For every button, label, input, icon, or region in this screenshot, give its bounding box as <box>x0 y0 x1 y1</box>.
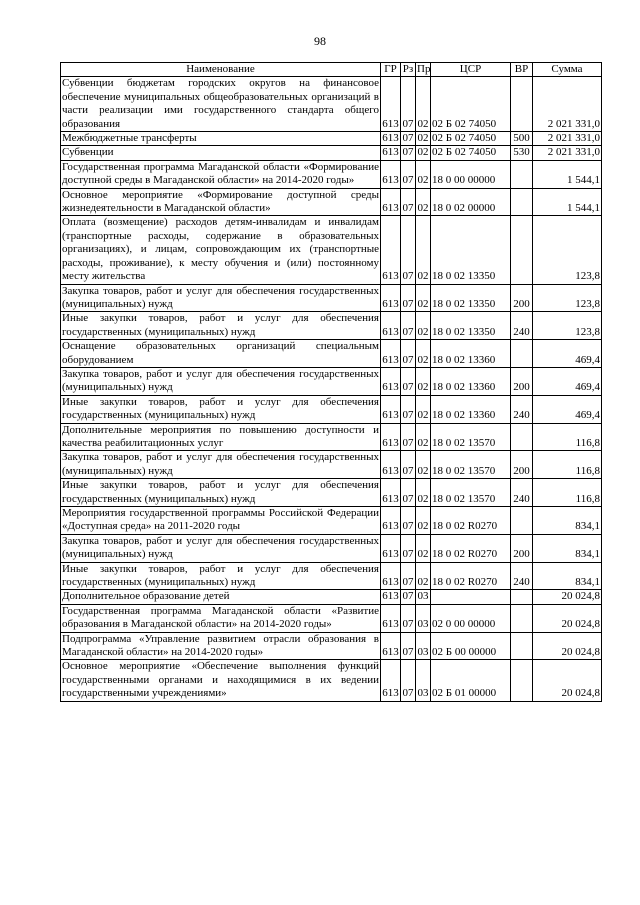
cell-csr: 18 0 02 13360 <box>431 340 511 368</box>
cell-name: Закупка товаров, работ и услуг для обеспечения государственных (муниципальных) нужд <box>62 284 379 310</box>
cell-name: Государственная программа Магаданской области «Развитие образования в Магаданской области» на 2014-2020 годы» <box>62 604 379 631</box>
cell-sum: 123,8 <box>533 284 602 312</box>
cell-name: Подпрограмма «Управление развитием отрасли образования в Магаданской области» на 2014-2020 годы» <box>62 632 379 659</box>
cell-csr: 18 0 02 R0270 <box>431 562 511 590</box>
cell-name: Государственная программа Магаданской области «Формирование доступной среды в Магаданской области» на 2014-2020 годы» <box>62 160 379 187</box>
cell-vr <box>511 632 533 660</box>
cell-gr: 613 <box>381 395 401 423</box>
header-sum: Сумма <box>533 63 602 77</box>
cell-pr: 02 <box>417 132 429 145</box>
table-row <box>61 132 602 146</box>
cell-pr: 03 <box>416 632 431 660</box>
cell-gr: 613 <box>381 188 401 216</box>
cell-gr: 613 <box>381 507 401 535</box>
cell-rz: 07 <box>401 216 416 284</box>
cell-rz: 07 <box>401 604 416 632</box>
cell-sum: 123,8 <box>533 312 602 340</box>
table-row <box>61 188 602 216</box>
cell-rz: 07 <box>401 340 416 368</box>
cell-vr <box>511 340 533 368</box>
cell-sum: 834,1 <box>533 562 602 590</box>
cell-pr: 02 <box>416 216 431 284</box>
cell-name: Иные закупки товаров, работ и услуг для обеспечения государственных (муниципальных) нужд <box>62 479 379 505</box>
cell-gr: 613 <box>381 367 401 395</box>
cell-vr: 530 <box>511 146 533 160</box>
cell-vr <box>511 77 533 132</box>
table-row <box>61 77 602 132</box>
cell-name: Оснащение образовательных организаций специальным оборудованием <box>62 340 379 366</box>
table-row <box>61 604 602 632</box>
header-csr: ЦСР <box>431 63 511 77</box>
cell-rz: 07 <box>402 590 414 603</box>
table-row <box>61 216 602 284</box>
cell-vr <box>511 660 533 701</box>
table-row <box>61 632 602 660</box>
cell-gr: 613 <box>381 534 401 562</box>
cell-name: Иные закупки товаров, работ и услуг для обеспечения государственных (муниципальных) нужд <box>62 312 379 338</box>
cell-vr <box>511 507 533 535</box>
cell-rz: 07 <box>401 423 416 451</box>
cell-sum: 1 544,1 <box>533 188 602 216</box>
cell-csr <box>431 590 511 604</box>
cell-gr: 613 <box>381 451 401 479</box>
table-header-row <box>61 63 602 77</box>
cell-csr: 02 0 00 00000 <box>431 604 511 632</box>
table-row <box>61 395 602 423</box>
cell-vr <box>511 188 533 216</box>
cell-csr: 18 0 02 13360 <box>431 367 511 395</box>
cell-csr: 18 0 00 00000 <box>431 160 511 188</box>
cell-sum: 834,1 <box>533 507 602 535</box>
cell-sum: 469,4 <box>533 367 602 395</box>
cell-sum: 20 024,8 <box>533 632 602 660</box>
table-row <box>61 160 602 188</box>
cell-csr: 18 0 02 R0270 <box>431 507 511 535</box>
cell-pr: 02 <box>416 479 431 507</box>
cell-name: Субвенции <box>61 146 381 160</box>
cell-pr: 03 <box>417 590 429 603</box>
cell-gr: 613 <box>381 312 401 340</box>
table-row <box>61 590 602 604</box>
table-body <box>61 77 602 701</box>
cell-gr: 613 <box>381 632 401 660</box>
cell-pr: 02 <box>416 562 431 590</box>
table-row <box>61 340 602 368</box>
cell-rz: 07 <box>401 660 416 701</box>
cell-name: Дополнительное образование детей <box>61 590 381 604</box>
cell-gr: 613 <box>381 479 401 507</box>
cell-name: Основное мероприятие «Формирование доступной среды жизнедеятельности в Магаданской области» <box>62 188 379 215</box>
cell-pr: 02 <box>416 77 431 132</box>
cell-sum: 123,8 <box>533 216 602 284</box>
table-row <box>61 479 602 507</box>
cell-csr: 02 Б 02 74050 <box>431 132 511 146</box>
table-row <box>61 423 602 451</box>
cell-csr: 18 0 02 13570 <box>431 479 511 507</box>
cell-csr: 18 0 02 13360 <box>431 395 511 423</box>
cell-gr: 613 <box>381 562 401 590</box>
cell-gr: 613 <box>381 660 401 701</box>
cell-pr: 02 <box>416 507 431 535</box>
cell-gr: 613 <box>381 216 401 284</box>
cell-sum: 2 021 331,0 <box>533 77 602 132</box>
cell-vr: 200 <box>511 284 533 312</box>
table-row <box>61 146 602 160</box>
cell-pr: 02 <box>416 284 431 312</box>
cell-gr: 613 <box>381 604 401 632</box>
cell-vr: 240 <box>511 479 533 507</box>
cell-sum: 116,8 <box>533 451 602 479</box>
cell-rz: 07 <box>401 534 416 562</box>
cell-pr: 02 <box>416 160 431 188</box>
cell-gr: 613 <box>382 132 399 145</box>
cell-name: Иные закупки товаров, работ и услуг для обеспечения государственных (муниципальных) нужд <box>62 395 379 422</box>
cell-name: Закупка товаров, работ и услуг для обеспечения государственных (муниципальных) нужд <box>62 451 379 477</box>
cell-name: Субвенции бюджетам городских округов на финансовое обеспечение муниципальных общеобразовательных организаций в части реализации ими государственного стандарта общего образования <box>62 77 379 130</box>
cell-vr <box>511 604 533 632</box>
table-row <box>61 534 602 562</box>
cell-rz: 07 <box>401 312 416 340</box>
cell-name: Основное мероприятие «Обеспечение выполнения функций государственными органами и находящимися в их ведении государственными учреждениями» <box>62 660 379 700</box>
table-row <box>61 451 602 479</box>
cell-rz: 07 <box>401 77 416 132</box>
cell-pr: 02 <box>416 312 431 340</box>
cell-rz: 07 <box>401 479 416 507</box>
cell-vr: 200 <box>511 367 533 395</box>
page-number: 98 <box>314 34 326 48</box>
cell-sum: 469,4 <box>533 340 602 368</box>
cell-name: Межбюджетные трансферты <box>61 132 381 146</box>
cell-rz: 07 <box>401 562 416 590</box>
cell-gr: 613 <box>382 590 399 603</box>
cell-pr: 03 <box>416 660 431 701</box>
cell-vr <box>511 216 533 284</box>
cell-csr: 02 Б 02 74050 <box>431 146 511 160</box>
cell-vr <box>511 160 533 188</box>
cell-name: Закупка товаров, работ и услуг для обеспечения государственных (муниципальных) нужд <box>62 367 379 394</box>
table-row <box>61 367 602 395</box>
cell-pr: 02 <box>416 423 431 451</box>
cell-vr <box>511 590 533 604</box>
table-row <box>61 312 602 340</box>
cell-rz: 07 <box>401 451 416 479</box>
cell-rz: 07 <box>402 132 414 145</box>
cell-vr: 240 <box>511 312 533 340</box>
cell-csr: 18 0 02 13350 <box>431 216 511 284</box>
cell-csr: 18 0 02 13350 <box>431 312 511 340</box>
cell-name: Оплата (возмещение) расходов детям-инвалидам и инвалидам (транспортные расходы, содержание в образовательных организациях), и лицам, сопровождающим их (транспортные расходы, проживание), к месту обучения и (или) постоянному месту жительства <box>62 216 379 283</box>
cell-name: Закупка товаров, работ и услуг для обеспечения государственных (муниципальных) нужд <box>62 534 379 561</box>
cell-sum: 469,4 <box>533 395 602 423</box>
cell-gr: 613 <box>381 423 401 451</box>
cell-name: Дополнительные мероприятия по повышению доступности и качества реабилитационных услуг <box>62 423 379 449</box>
cell-sum: 1 544,1 <box>533 160 602 188</box>
table-row <box>61 562 602 590</box>
cell-pr: 02 <box>416 395 431 423</box>
cell-name: Мероприятия государственной программы Российской Федерации «Доступная среда» на 2011-2020 годы <box>62 507 379 533</box>
cell-csr: 02 Б 01 00000 <box>431 660 511 701</box>
cell-vr <box>511 423 533 451</box>
cell-gr: 613 <box>381 77 401 132</box>
table-row <box>61 284 602 312</box>
cell-pr: 03 <box>416 604 431 632</box>
header-vr: ВР <box>511 63 533 77</box>
header-pr: Пр <box>417 63 431 75</box>
table-row <box>61 660 602 701</box>
cell-pr: 02 <box>416 451 431 479</box>
cell-sum: 116,8 <box>533 423 602 451</box>
cell-csr: 18 0 02 13570 <box>431 423 511 451</box>
cell-csr: 02 Б 02 74050 <box>431 77 511 132</box>
header-name: Наименование <box>61 63 381 77</box>
cell-sum: 20 024,8 <box>533 604 602 632</box>
cell-sum: 116,8 <box>533 479 602 507</box>
cell-sum: 834,1 <box>533 534 602 562</box>
cell-csr: 18 0 02 R0270 <box>431 534 511 562</box>
cell-rz: 07 <box>401 632 416 660</box>
cell-gr: 613 <box>381 340 401 368</box>
cell-gr: 613 <box>381 160 401 188</box>
cell-vr: 200 <box>511 451 533 479</box>
cell-rz: 07 <box>402 146 414 159</box>
cell-sum: 20 024,8 <box>533 660 602 701</box>
cell-pr: 02 <box>416 534 431 562</box>
cell-rz: 07 <box>401 507 416 535</box>
cell-csr: 02 Б 00 00000 <box>431 632 511 660</box>
header-rz: Рз <box>401 63 416 77</box>
cell-csr: 18 0 02 13350 <box>431 284 511 312</box>
cell-rz: 07 <box>401 188 416 216</box>
cell-rz: 07 <box>401 160 416 188</box>
cell-pr: 02 <box>417 146 429 159</box>
cell-pr: 02 <box>416 188 431 216</box>
cell-name: Иные закупки товаров, работ и услуг для обеспечения государственных (муниципальных) нужд <box>62 562 379 589</box>
budget-table <box>60 62 602 702</box>
cell-gr: 613 <box>381 284 401 312</box>
cell-vr: 240 <box>511 562 533 590</box>
cell-sum: 2 021 331,0 <box>533 132 602 146</box>
table-row <box>61 507 602 535</box>
cell-csr: 18 0 02 13570 <box>431 451 511 479</box>
cell-sum: 2 021 331,0 <box>533 146 602 160</box>
header-gr: ГР <box>381 63 401 77</box>
cell-vr: 500 <box>511 132 533 146</box>
cell-sum: 20 024,8 <box>533 590 602 604</box>
cell-csr: 18 0 02 00000 <box>431 188 511 216</box>
cell-rz: 07 <box>401 284 416 312</box>
cell-rz: 07 <box>401 367 416 395</box>
cell-pr: 02 <box>416 340 431 368</box>
cell-pr: 02 <box>416 367 431 395</box>
cell-rz: 07 <box>401 395 416 423</box>
cell-vr: 200 <box>511 534 533 562</box>
cell-vr: 240 <box>511 395 533 423</box>
cell-gr: 613 <box>382 146 399 159</box>
